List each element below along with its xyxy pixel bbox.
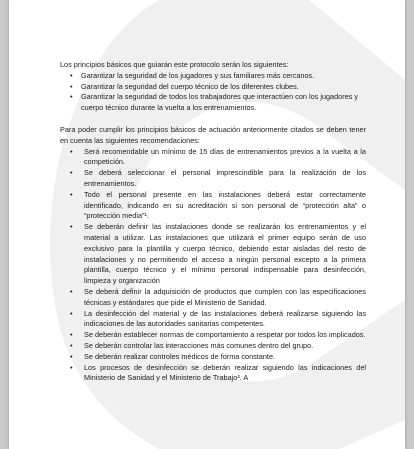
list-item: • Se deberán controlar las interacciones más comunes dentro del grupo.: [60, 341, 366, 352]
intro-paragraph: Los principios básicos que guiarán este protocolo serán los siguientes:: [60, 60, 289, 69]
list-item: • Se deberá seleccionar el personal imprescindible para la realización de los entrenamientos.: [60, 168, 366, 190]
document-body: [60, 60, 366, 384]
list-item: • Se deberán establecer normas de comportamiento a respetar por todos los implicados.: [60, 330, 366, 341]
list-item: • Se deberá definir la adquisición de productos que cumplen con las especificaciones técnicas y estándares que pide el Ministerio de Sanidad.: [60, 287, 366, 309]
list-item: • Garantizar la seguridad de todos los trabajadores que interactúen con los jugadores y cuerpo técnico durante la vuelta a los entrenamientos.: [60, 92, 366, 114]
list-item: • Garantizar la seguridad de los jugadores y sus familiares más cercanos.: [60, 71, 366, 82]
recommendations-intro: Para poder cumplir los principios básicos de actuación anteriormente citados se deben tener en cuenta las siguientes recomendaciones:: [60, 124, 366, 145]
recommendations-list: [60, 147, 366, 385]
list-item: • Los procesos de desinfección se deberán realizar siguiendo las indicaciones del Ministerio de Sanidad y el Ministerio de Trabajo². A: [60, 363, 366, 385]
list-item: • Se deberán definir las instalaciones donde se realizarán los entrenamientos y el material a utilizar. Las instalaciones que utilizará el primer equipo serán de uso exclusivo para la plantilla y cuerpo técnico, debiendo estar aisladas del resto de instalaciones y no permitiendo el acceso a ningún personal excepto a la primera plantilla, cuerpo técnico y el mínimo personal indispensable para desinfección, limpieza y organización: [60, 222, 366, 287]
principles-list: [60, 71, 366, 114]
list-item: • Se deberán realizar controles médicos de forma constante.: [60, 352, 366, 363]
list-item: • Será recomendable un mínimo de 15 días de entrenamientos previos a la vuelta a la competición.: [60, 147, 366, 169]
list-item: • Todo el personal presente en las instalaciones deberá estar correctamente identificado, indicando en su acreditación si son personal de “protección alta” o “protección media”¹.: [60, 190, 366, 222]
document-page: [9, 0, 405, 449]
list-item: • Garantizar la seguridad del cuerpo técnico de los diferentes clubes.: [60, 82, 366, 93]
list-item: • La desinfección del material y de las instalaciones deberá realizarse siguiendo las indicaciones de las autoridades sanitarias competentes.: [60, 309, 366, 331]
